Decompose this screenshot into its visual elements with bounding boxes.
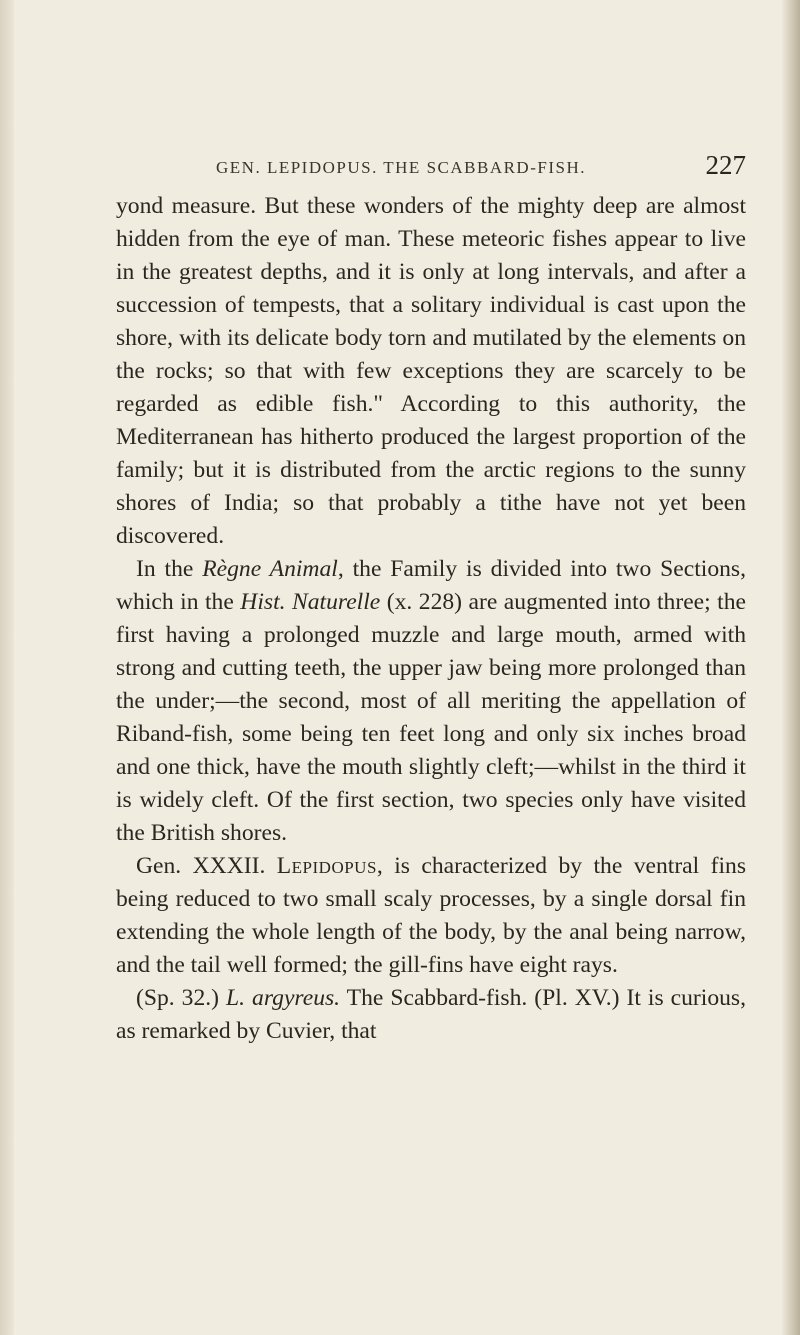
page-number: 227 (705, 150, 746, 180)
paragraph-4 (116, 982, 746, 1048)
page-header (116, 150, 746, 190)
paragraph-3 (116, 850, 746, 982)
paragraph-3-text-a: Gen. XXXII. (136, 853, 277, 879)
paragraph-3-text-b: , is characterized by the ventral fins being reduced to two small scaly processes, by a single dorsal fin extending the whole length of the body, by the anal being narrow, and the tail well formed; the gill-fins have eight rays. (116, 853, 747, 978)
paragraph-2-text-a: In the (136, 556, 203, 582)
paragraph-1: yond measure. But these wonders of the mighty deep are almost hidden from the eye of man. These meteoric fishes appear to live in the greatest depths, and it is only at long intervals, and after a succession of tempests, that a solitary individual is cast upon the shore, with its delicate body torn and mutilated by the elements on the rocks; so that with few exceptions they are scarcely to be regarded as edible fish." According to this authority, the Mediterranean has hitherto produced the largest proportion of the family; but it is distributed from the arctic regions to the sunny shores of India; so that probably a tithe have not yet been discovered. (116, 193, 746, 549)
paragraph-2-text-c: (x. 228) are augmented into three; the first having a prolonged muzzle and large mouth, armed with strong and cutting teeth, the upper jaw being more prolonged than the under;—the second, most of all meriting the appellation of Riband-fish, some being ten feet long and only six inches broad and one thick, have the mouth slightly cleft;—whilst in the third it is widely cleft. Of the first section, two species only have visited the British shores. (116, 589, 747, 846)
running-head: GEN. LEPIDOPUS. THE SCABBARD-FISH. (216, 158, 586, 177)
paragraph-2-text-b: , the Family is divided into two Sections, which in the (116, 556, 746, 615)
species-name-l-argyreus: L. argyreus. (226, 985, 341, 1011)
body-text (116, 190, 746, 1048)
paragraph-4-text-b: The Scabbard-fish. (Pl. XV.) It is curious, as remarked by Cuvier, that (116, 985, 747, 1044)
book-page (116, 150, 746, 1048)
paragraph-2 (116, 553, 746, 850)
page-edge-left (0, 0, 14, 1335)
paragraph-4-text-a: (Sp. 32.) (136, 985, 227, 1011)
page-edge-right (782, 0, 800, 1335)
genus-name-lepidopus: Lepidopus (276, 853, 377, 879)
title-regne-animal: Règne Animal (202, 556, 338, 582)
title-hist-naturelle: Hist. Naturelle (240, 589, 381, 615)
